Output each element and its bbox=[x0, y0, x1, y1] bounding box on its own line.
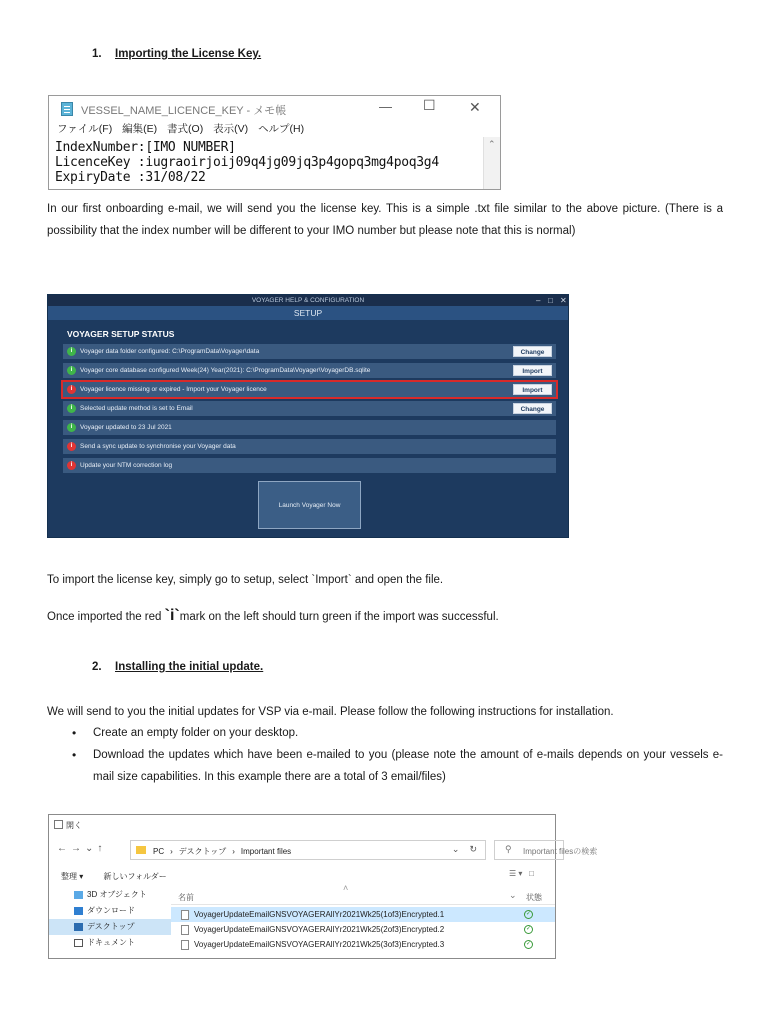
file-name: VoyagerUpdateEmailGNSVOYAGERAllYr2021Wk25(1of3)Encrypted.1 bbox=[194, 910, 445, 919]
menu-item-file: ファイル(F) bbox=[57, 123, 113, 135]
menu-item-help: ヘルプ(H) bbox=[258, 123, 305, 135]
file-icon bbox=[181, 925, 189, 935]
synced-check-icon: ✓ bbox=[525, 926, 532, 932]
license-line-expiry: ExpiryDate :31/08/22 bbox=[55, 170, 206, 185]
file-list-header bbox=[171, 885, 555, 905]
status-row-data-folder bbox=[63, 344, 556, 359]
menu-item-format: 書式(O) bbox=[167, 123, 204, 135]
import-licence-button: Import bbox=[513, 384, 552, 395]
explorer-titlebar bbox=[49, 815, 555, 835]
navigation-arrows-icon: ←→⌄↑ bbox=[57, 843, 107, 854]
open-dialog-icon bbox=[54, 820, 63, 829]
status-ok-icon: i bbox=[67, 404, 76, 413]
section-heading-1 bbox=[92, 48, 261, 60]
notepad-titlebar bbox=[49, 96, 500, 121]
new-folder-button: 新しいフォルダー bbox=[103, 872, 167, 881]
file-name: VoyagerUpdateEmailGNSVOYAGERAllYr2021Wk25(3of3)Encrypted.3 bbox=[194, 940, 445, 949]
file-icon bbox=[181, 940, 189, 950]
refresh-icon: ⌄ ↻ bbox=[451, 844, 477, 854]
voyager-status-heading: VOYAGER SETUP STATUS bbox=[67, 329, 175, 339]
status-row-text: Voyager data folder configured: C:\ProgramData\Voyager\data bbox=[80, 348, 260, 355]
explorer-navbar bbox=[49, 839, 598, 861]
section-title: Importing the License Key. bbox=[115, 48, 262, 60]
voyager-window-title: VOYAGER HELP & CONFIGURATION bbox=[251, 297, 365, 304]
download-icon bbox=[74, 907, 83, 915]
status-row-update-method bbox=[63, 401, 556, 416]
file-list bbox=[171, 885, 555, 958]
menu-item-view: 表示(V) bbox=[213, 123, 249, 135]
status-row-text: Send a sync update to synchronise your Voyager data bbox=[80, 443, 236, 450]
result-text-before: Once imported the red bbox=[47, 611, 165, 623]
maximize-icon: □ bbox=[548, 296, 553, 305]
file-name: VoyagerUpdateEmailGNSVOYAGERAllYr2021Wk25(2of3)Encrypted.2 bbox=[194, 925, 445, 934]
notepad-content bbox=[55, 140, 439, 185]
paragraph-import-instructions: To import the license key, simply go to setup, select `Import` and open the file. bbox=[47, 574, 444, 586]
breadcrumb-desktop: デスクトップ bbox=[178, 847, 227, 856]
sidebar-item-documents: ドキュメント bbox=[49, 935, 171, 951]
status-row-licence bbox=[63, 382, 556, 397]
paragraph-license-intro: In our first onboarding e-mail, we will send you the license key. This is a simple .txt file similar to the above picture. (There is a possibility that the index number will be different to your IMO number but please note that this is normal) bbox=[47, 203, 723, 237]
launch-voyager-button: Launch Voyager Now bbox=[258, 481, 361, 529]
document-icon bbox=[74, 939, 83, 947]
list-item: • Create an empty folder on your desktop. bbox=[72, 722, 723, 744]
search-icon: ⚲ bbox=[505, 844, 512, 854]
section-title: Installing the initial update. bbox=[115, 661, 264, 673]
notepad-scrollbar bbox=[483, 137, 500, 189]
status-row-text: Voyager licence missing or expired - Import your Voyager licence bbox=[80, 386, 267, 393]
chevron-down-icon: ⌄ bbox=[509, 890, 517, 900]
notepad-icon bbox=[61, 102, 73, 116]
voyager-titlebar bbox=[48, 295, 568, 306]
explorer-toolbar bbox=[61, 871, 185, 882]
column-status: 状態 bbox=[526, 893, 542, 902]
file-row bbox=[171, 937, 555, 952]
sidebar-item-3d-objects: 3D オブジェクト bbox=[49, 887, 171, 903]
minimize-icon: – bbox=[536, 296, 541, 305]
scroll-up-icon: ⌃ bbox=[488, 139, 496, 149]
file-explorer-screenshot bbox=[48, 814, 598, 959]
folder-icon bbox=[136, 846, 146, 854]
synced-check-icon: ✓ bbox=[525, 911, 532, 917]
status-row-text: Selected update method is set to Email bbox=[80, 405, 193, 412]
file-row bbox=[171, 907, 555, 922]
search-box bbox=[494, 840, 598, 860]
instruction-list bbox=[72, 722, 723, 788]
status-ok-icon: i bbox=[67, 423, 76, 432]
status-row-core-database bbox=[63, 363, 556, 378]
section-number: 2. bbox=[92, 661, 102, 673]
change-button: Change bbox=[513, 403, 552, 414]
voyager-setup-screenshot bbox=[47, 294, 569, 538]
address-bar bbox=[130, 840, 486, 860]
menu-item-edit: 編集(E) bbox=[122, 123, 158, 135]
close-icon: ✕ bbox=[560, 296, 567, 305]
breadcrumb-separator: › bbox=[170, 847, 173, 856]
column-name: 名前 bbox=[178, 893, 194, 902]
status-ok-icon: i bbox=[67, 347, 76, 356]
status-row-ntm bbox=[63, 458, 556, 473]
license-line-key: LicenceKey :iugraoirjoij09q4jg09jq3p4gopq3mg4poq3g4 bbox=[55, 155, 439, 170]
sidebar-item-downloads: ダウンロード bbox=[49, 903, 171, 919]
maximize-icon: ☐ bbox=[423, 97, 436, 113]
status-row-text: Voyager updated to 23 Jul 2021 bbox=[80, 424, 172, 431]
file-icon bbox=[181, 910, 189, 920]
result-text-after: mark on the left should turn green if the import was successful. bbox=[179, 611, 499, 623]
file-row bbox=[171, 922, 555, 937]
status-error-icon: i bbox=[67, 442, 76, 451]
desktop-icon bbox=[74, 923, 83, 931]
view-options-icon: ☰ ▾ □ bbox=[509, 869, 534, 878]
status-row-text: Voyager core database configured Week(24) Year(2021): C:\ProgramData\Voyager\VoyagerDB.sqlite bbox=[80, 367, 371, 374]
status-row-sync bbox=[63, 439, 556, 454]
explorer-title: 開く bbox=[66, 821, 82, 830]
sort-caret-icon: ˄ bbox=[343, 883, 349, 893]
sidebar-item-desktop: デスクトップ bbox=[49, 919, 171, 935]
status-row-text: Update your NTM correction log bbox=[80, 462, 173, 469]
status-error-icon: i bbox=[67, 385, 76, 394]
info-mark: `i` bbox=[164, 607, 180, 624]
close-icon: ✕ bbox=[469, 99, 481, 115]
notepad-screenshot bbox=[48, 95, 501, 190]
import-button: Import bbox=[513, 365, 552, 376]
cube-icon bbox=[74, 891, 83, 899]
minimize-icon: — bbox=[379, 99, 392, 114]
status-ok-icon: i bbox=[67, 366, 76, 375]
change-button: Change bbox=[513, 346, 552, 357]
breadcrumb-pc: PC bbox=[153, 847, 165, 856]
voyager-setup-bar: SETUP bbox=[48, 306, 568, 320]
section-number: 1. bbox=[92, 48, 102, 60]
list-item: • Download the updates which have been e-mailed to you (please note the amount of e-mails depends on your vessels e-mail size capabilities. In this example there are a total of 3 email/files) bbox=[72, 744, 723, 788]
notepad-menubar bbox=[49, 121, 500, 137]
breadcrumb bbox=[153, 846, 297, 857]
notepad-title: VESSEL_NAME_LICENCE_KEY - メモ帳 bbox=[81, 105, 287, 117]
paragraph-update-intro: We will send to you the initial updates for VSP via e-mail. Please follow the following instructions for installation. bbox=[47, 706, 614, 718]
section-heading-2 bbox=[92, 661, 263, 673]
search-placeholder: Important filesの検索 bbox=[523, 847, 598, 856]
breadcrumb-folder: Important files bbox=[240, 847, 292, 856]
synced-check-icon: ✓ bbox=[525, 941, 532, 947]
breadcrumb-separator: › bbox=[232, 847, 235, 856]
organize-button: 整理 ▾ bbox=[61, 872, 84, 881]
paragraph-import-result bbox=[47, 605, 723, 628]
status-error-icon: i bbox=[67, 461, 76, 470]
status-row-updated bbox=[63, 420, 556, 435]
license-line-index: IndexNumber:[IMO NUMBER] bbox=[55, 140, 236, 155]
explorer-sidebar bbox=[49, 887, 171, 951]
